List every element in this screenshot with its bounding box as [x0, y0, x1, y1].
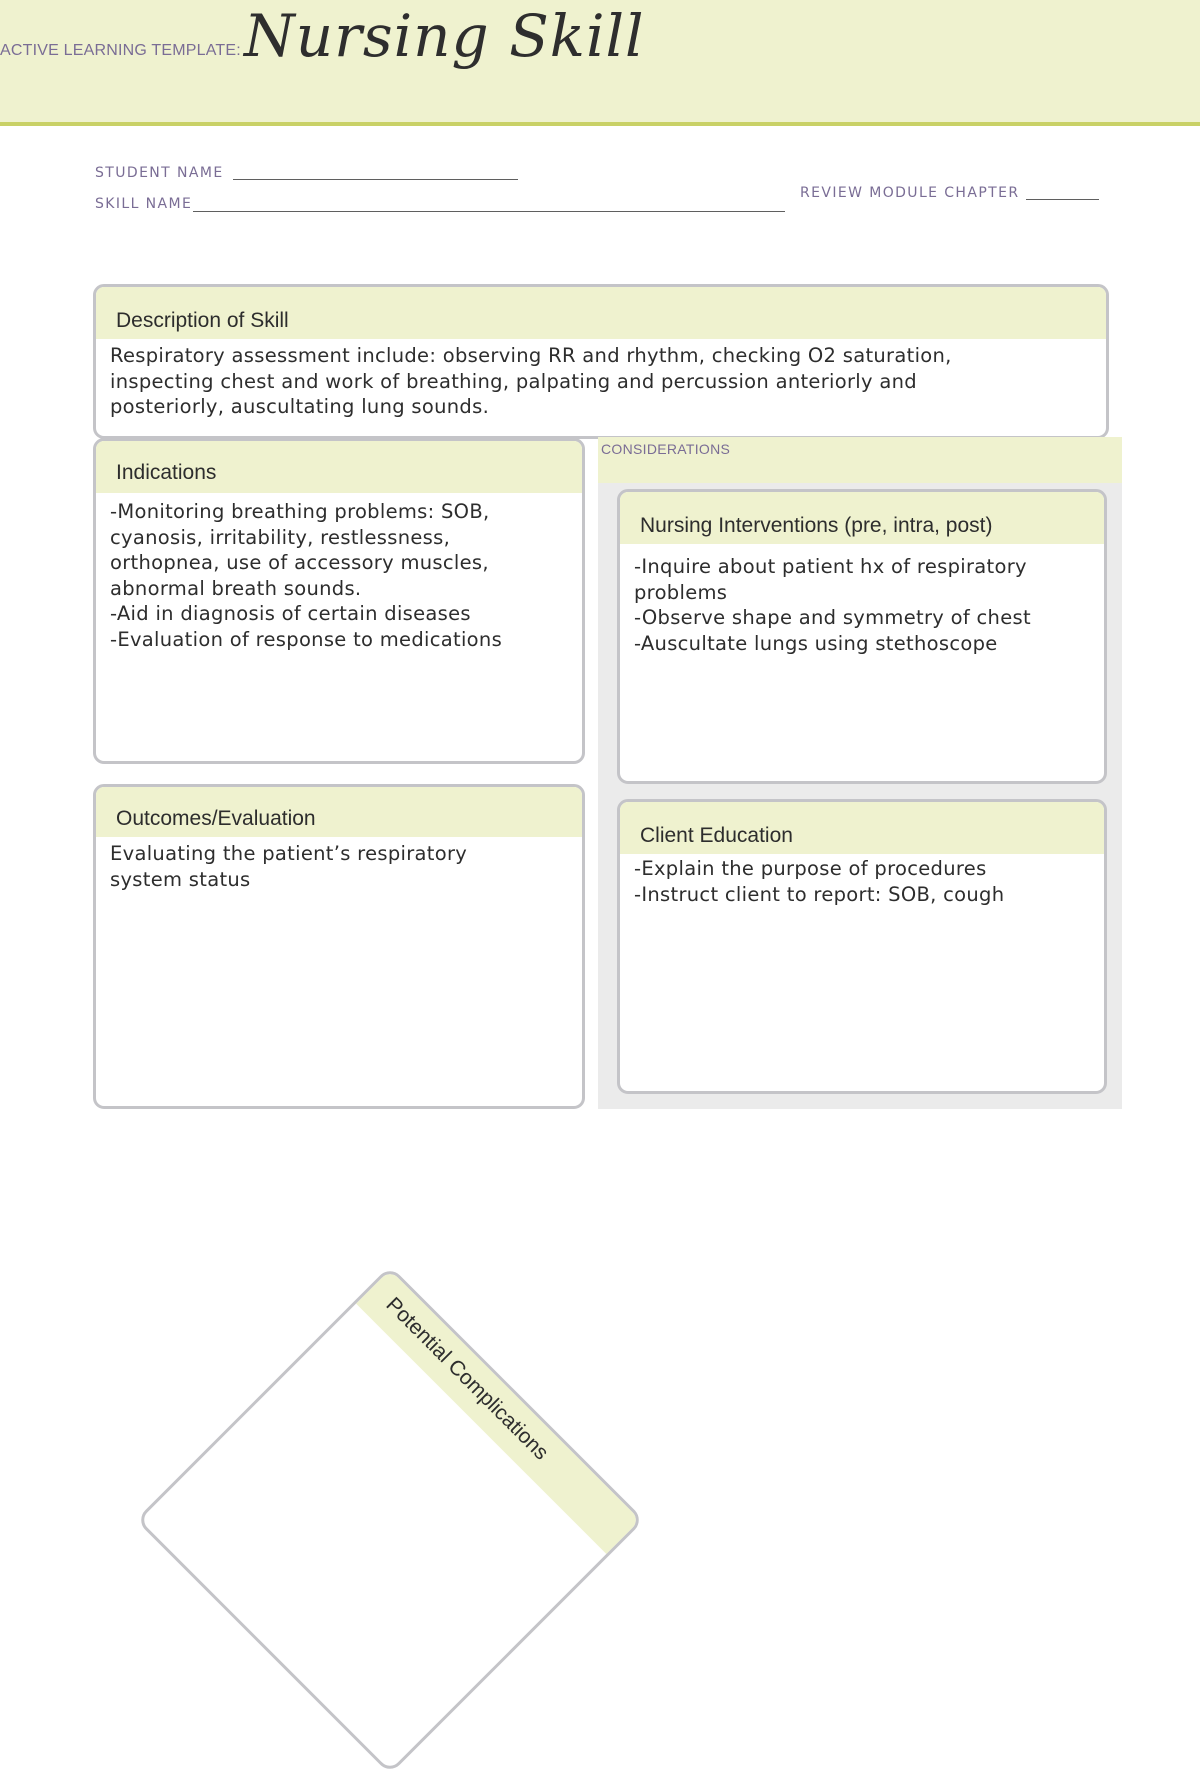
- header-divider: [0, 122, 1200, 126]
- description-body[interactable]: [110, 343, 1096, 420]
- skill-name-label: SKILL NAME: [95, 196, 193, 212]
- template-title: Nursing Skill: [244, 2, 645, 70]
- review-module-label: REVIEW MODULE CHAPTER: [800, 185, 1020, 201]
- indications-line: -Evaluation of response to medications: [110, 627, 503, 651]
- indications-title: Indications: [116, 461, 217, 484]
- client-education-line: -Explain the purpose of procedures: [634, 857, 987, 880]
- description-title: Description of Skill: [116, 309, 289, 332]
- indications-line: -Monitoring breathing problems: SOB,: [110, 500, 490, 523]
- outcomes-body[interactable]: [110, 841, 572, 892]
- potential-complications-box: [135, 1265, 644, 1774]
- potential-complications-title: Potential Complications: [381, 1293, 553, 1465]
- nursing-interventions-body[interactable]: [634, 554, 1094, 656]
- outcomes-box: [93, 784, 585, 1109]
- description-box: [93, 284, 1109, 439]
- indications-line: abnormal breath sounds.: [110, 576, 362, 600]
- skill-name-field[interactable]: [193, 211, 785, 212]
- nursing-interventions-line: -Observe shape and symmetry of chest: [634, 606, 1031, 629]
- review-module-field[interactable]: [1026, 199, 1099, 200]
- client-education-title: Client Education: [640, 824, 793, 847]
- nursing-interventions-box: [617, 489, 1107, 784]
- description-line: Respiratory assessment include: observing RR and rhythm, checking O2 saturation,: [110, 344, 952, 367]
- student-name-label: STUDENT NAME: [95, 165, 224, 181]
- nursing-interventions-title: Nursing Interventions (pre, intra, post): [640, 514, 993, 537]
- description-line: inspecting chest and work of breathing, palpating and percussion anteriorly and: [110, 369, 917, 393]
- indications-box: [93, 438, 585, 764]
- outcomes-line: Evaluating the patient’s respiratory: [110, 842, 468, 865]
- outcomes-title: Outcomes/Evaluation: [116, 807, 316, 830]
- nursing-interventions-line: problems: [634, 580, 728, 604]
- indications-line: orthopnea, use of accessory muscles,: [110, 551, 489, 574]
- indications-line: -Aid in diagnosis of certain diseases: [110, 602, 471, 625]
- considerations-label: CONSIDERATIONS: [601, 441, 731, 457]
- nursing-interventions-line: -Inquire about patient hx of respiratory: [634, 555, 1027, 578]
- student-name-field[interactable]: [233, 179, 518, 180]
- description-line: posteriorly, auscultating lung sounds.: [110, 395, 490, 418]
- client-education-line: -Instruct client to report: SOB, cough: [634, 882, 1005, 906]
- client-education-body[interactable]: [634, 856, 1094, 907]
- template-prefix: ACTIVE LEARNING TEMPLATE:: [0, 42, 241, 59]
- indications-body[interactable]: [110, 499, 572, 652]
- outcomes-line: system status: [110, 867, 251, 891]
- indications-line: cyanosis, irritability, restlessness,: [110, 525, 451, 549]
- client-education-box: [617, 799, 1107, 1094]
- nursing-interventions-line: -Auscultate lungs using stethoscope: [634, 631, 998, 655]
